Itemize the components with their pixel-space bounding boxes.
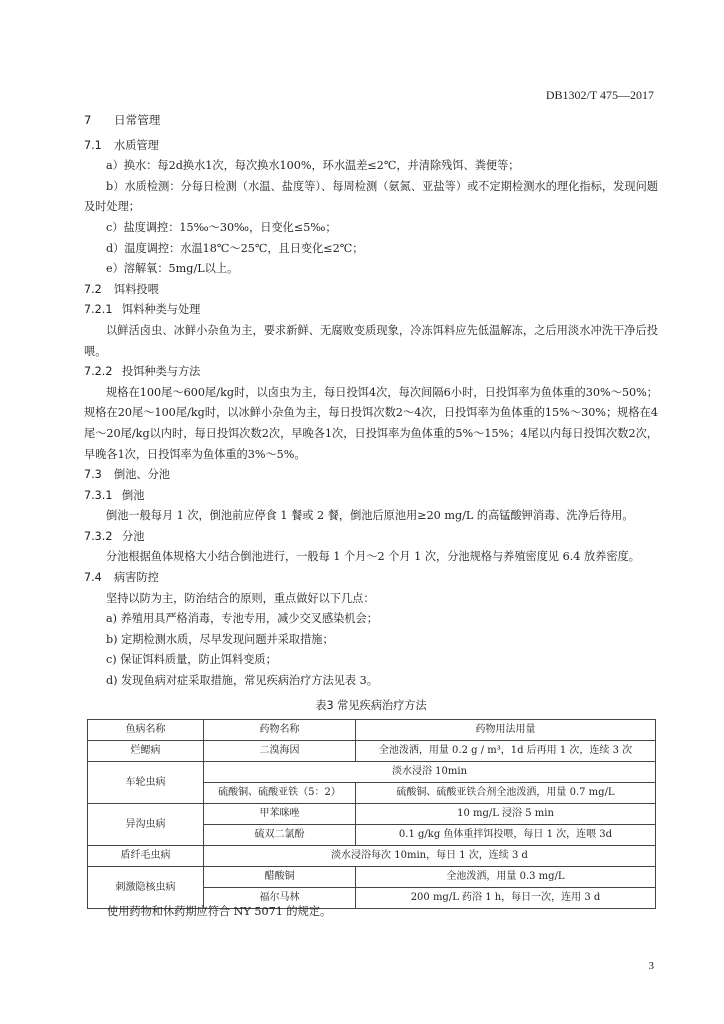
cell-usage: 淡水浸浴每次 10min，每日 1 次，连续 3 d — [204, 846, 656, 867]
cell-usage: 200 mg/L 药浴 1 h，每日一次，连用 3 d — [356, 888, 656, 909]
water-item-c: c）盐度调控：15‰～30‰，日变化≤5‰； — [106, 220, 337, 234]
cell-drug: 硫双二氯酚 — [204, 825, 356, 846]
cell-usage: 硫酸铜、硫酸亚铁合剂全池泼洒，用量 0.7 mg/L — [356, 783, 656, 804]
cell-disease: 车轮虫病 — [88, 762, 204, 804]
water-item-a: a）换水：每2d换水1次，每次换水100%，环水温差≤2℃，并清除残饵、粪便等； — [106, 159, 520, 173]
cell-disease: 盾纤毛虫病 — [88, 846, 204, 867]
table-row — [88, 762, 656, 783]
header-disease: 鱼病名称 — [88, 720, 204, 741]
table-caption: 表3 常见疾病治疗方法 — [315, 698, 427, 712]
after-table-note: 使用药物和休药期应符合 NY 5071 的规定。 — [107, 905, 332, 918]
standard-code: DB1302/T 475—2017 — [545, 88, 654, 102]
section-7-1-heading: 7.1 水质管理 — [84, 138, 159, 152]
page-number: 3 — [648, 960, 654, 972]
table-row — [88, 741, 656, 762]
cell-usage: 全池泼洒，用量 0.3 mg/L — [356, 867, 656, 888]
section-7-2-2-text: 规格在100尾～600尾/kg时，以卤虫为主，每日投饵4次，每次间隔6小时，日投饵率为鱼体重的30%～50%；规格在20尾～100尾/kg时，以冰鲜小杂鱼为主，每日投饵次数2～4次，日投饵率为鱼体重的15%～30%；规格在4尾～20尾/kg以内时，每日投饵次数2次，早晚各1次，日投饵率为鱼体重的5%～15%；4尾以内每日投饵次数2次，早晚各1次，日投饵率为鱼体重的3%～5%。 — [84, 385, 658, 461]
section-7-2-1-heading: 7.2.1 饵料种类与处理 — [84, 303, 201, 317]
section-7-heading: 7 日常管理 — [84, 113, 161, 127]
disease-item-a: a) 养殖用具严格消毒，专池专用，减少交叉感染机会； — [106, 612, 378, 626]
disease-item-c: c) 保证饵料质量，防止饵料变质； — [106, 653, 277, 667]
section-7-2-1-text: 以鲜活卤虫、冰鲜小杂鱼为主，要求新鲜、无腐败变质现象，冷冻饵料应先低温解冻，之后用淡水冲洗干净后投喂。 — [84, 323, 658, 358]
section-7-2-2-heading: 7.2.2 投饵种类与方法 — [84, 365, 201, 379]
water-item-d: d）温度调控：水温18℃～25℃，且日变化≤2℃； — [106, 241, 364, 255]
cell-drug: 硫酸铜、硫酸亚铁（5：2） — [204, 783, 356, 804]
cell-disease: 刺激隐核虫病 — [88, 867, 204, 909]
cell-usage: 10 mg/L 浸浴 5 min — [356, 804, 656, 825]
section-7-3-2-heading: 7.3.2 分池 — [84, 529, 145, 543]
header-drug: 药物名称 — [204, 720, 356, 741]
section-7-3-2-text: 分池根据鱼体规格大小结合倒池进行，一般每 1 个月～2 个月 1 次，分池规格与养殖密度见 6.4 放养密度。 — [106, 550, 640, 564]
disease-item-b: b) 定期检测水质，尽早发现问题并采取措施； — [106, 632, 334, 646]
cell-disease: 异沟虫病 — [88, 804, 204, 846]
disease-treatment-table — [87, 719, 656, 909]
water-item-e: e）溶解氧：5mg/L以上。 — [106, 262, 239, 276]
cell-drug: 甲苯咪唑 — [204, 804, 356, 825]
cell-drug: 福尔马林 — [204, 888, 356, 909]
section-7-3-heading: 7.3 倒池、分池 — [84, 468, 170, 482]
section-7-3-1-heading: 7.3.1 倒池 — [84, 488, 145, 502]
table-row — [88, 846, 656, 867]
cell-usage: 淡水浸浴 10min — [204, 762, 656, 783]
water-item-b: b）水质检测：分每日检测（水温、盐度等）、每周检测（氨氮、亚盐等）或不定期检测水的理化指标，发现问题及时处理； — [84, 179, 658, 214]
body-content — [84, 108, 658, 722]
section-7-4-heading: 7.4 病害防控 — [84, 571, 159, 585]
table-header-row — [88, 720, 656, 741]
table-row — [88, 804, 656, 825]
cell-usage: 全池泼洒，用量 0.2 g / m³，1d 后再用 1 次，连续 3 次 — [356, 741, 656, 762]
cell-drug: 二溴海因 — [204, 741, 356, 762]
disease-item-d: d) 发现鱼病对症采取措施，常见疾病治疗方法见表 3。 — [106, 674, 378, 688]
section-7-3-1-text: 倒池一般每月 1 次，倒池前应停食 1 餐或 2 餐，倒池后原池用≥20 mg/L 的高锰酸钾消毒、洗净后待用。 — [106, 509, 634, 523]
section-7-2-heading: 7.2 饵料投喂 — [84, 282, 159, 296]
cell-disease: 烂鳃病 — [88, 741, 204, 762]
header-usage: 药物用法用量 — [356, 720, 656, 741]
disease-intro: 坚持以防为主，防治结合的原则，重点做好以下几点： — [106, 591, 375, 605]
table-row — [88, 867, 656, 888]
cell-usage: 0.1 g/kg 鱼体重拌饵投喂，每日 1 次，连喂 3d — [356, 825, 656, 846]
cell-drug: 醋酸铜 — [204, 867, 356, 888]
